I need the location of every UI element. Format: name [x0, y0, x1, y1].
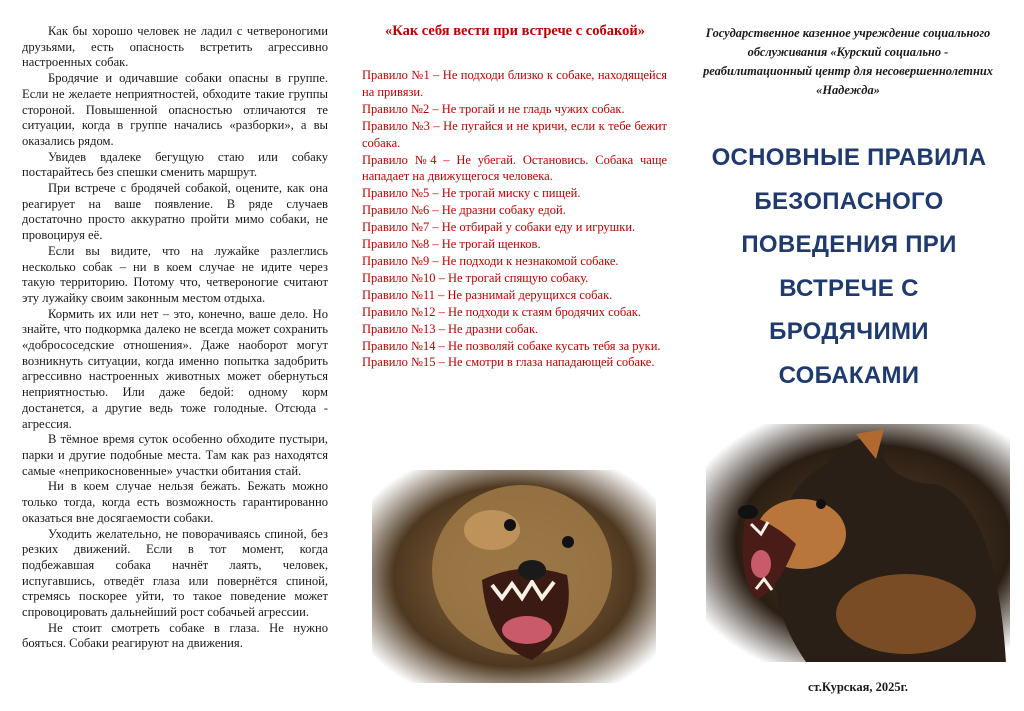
rule-item: Правило №10 – Не трогай спящую собаку. — [362, 270, 589, 285]
rules-list — [362, 67, 667, 371]
rule-item: Правило №12 – Не подходи к стаям бродячих собак. — [362, 304, 641, 319]
location-date: ст.Курская, 2025г. — [807, 680, 909, 694]
rule-item: Правило №3 – Не пугайся и не кричи, если к тебе бежит собака. — [362, 118, 667, 150]
dog-photo-snarling — [372, 470, 656, 683]
advice-paragraph: Бродячие и одичавшие собаки опасны в группе. Если не желаете неприятностей, обходите такие группы стороной. Повышенной опасностью отличаются те ситуации, когда в группе начались «разборки», а вы оказались рядом. — [22, 71, 328, 148]
advice-text — [22, 24, 328, 652]
dog-illustration — [706, 424, 1010, 662]
advice-paragraph: Если вы видите, что на лужайке разлеглись несколько собак – ни в коем случае не идите через такую территорию. Потому что, четвероногие считают эту лужайку своим законным местом отдыха. — [22, 243, 328, 305]
advice-paragraph: В тёмное время суток особенно обходите пустыри, парки и другие подобные места. Там как раз находятся самые «неприкосновенные» участки обитания стай. — [22, 432, 328, 478]
advice-paragraph: Уходить желательно, не поворачиваясь спиной, без резких движений. Если в тот момент, когда подбежавшая собака начнёт лаять, человек, испугавшись, отведёт глаза или повернётся спиной, стремясь поскорее уйти, то такое поведение может спровоцировать дальнейший рост собачьей агрессии. — [22, 526, 328, 620]
advice-paragraph: При встрече с бродячей собакой, оцените, как она реагирует на ваше появление. В ряде случаев достаточно просто аккуратно пройти мимо собаки, не провоцируя её. — [22, 181, 328, 243]
rule-item: Правило №11 – Не разнимай дерущихся собак. — [362, 287, 613, 302]
rule-item: Правило №8 – Не трогай щенков. — [362, 237, 541, 252]
rules-title: «Как себя вести при встрече с собакой» — [385, 23, 645, 39]
advice-paragraph: Увидев вдалеке бегущую стаю или собаку постарайтесь без спешки сменить маршрут. — [22, 149, 328, 180]
dog-photo-barking — [706, 424, 1010, 662]
left-column — [0, 0, 340, 711]
rule-item: Правило №1 – Не подходи близко к собаке, находящейся на привязи. — [362, 68, 667, 99]
rule-item: Правило №13 – Не дразни собак. — [362, 321, 539, 336]
advice-paragraph: Ни в коем случае нельзя бежать. Бежать можно только тогда, когда есть возможность гарантированно оказаться вне досягаемости собаки. — [22, 479, 328, 525]
advice-paragraph: Кормить их или нет – это, конечно, ваше дело. Но знайте, что подкормка далеко не всегда может сохранить «добрососедские отношения». Даже наоборот могут возникнуть ситуации, когда именно попытка задобрить агрессивно настроенных животных может обернуться неприятностью. Или даже бедой: одному корм достанется, а другие ведь тоже голодные. Отсюда - агрессия. — [22, 306, 328, 431]
rule-item: Правило №4 – Не убегай. Остановись. Собака чаще нападает на движущегося человека. — [362, 152, 667, 184]
organization-name: Государственное казенное учреждение социального обслуживания «Курский социально - реабилитационный центр для несовершеннолетних «Надежда» — [703, 26, 993, 97]
rule-item: Правило №15 – Не смотри в глаза нападающей собаке. — [362, 355, 655, 370]
advice-paragraph: Как бы хорошо человек не ладил с четвероногими друзьями, есть опасность встретить агрессивно настроенных собак. — [22, 24, 328, 70]
rule-item: Правило №9 – Не подходи к незнакомой собаке. — [362, 253, 619, 268]
rule-item: Правило №14 – Не позволяй собаке кусать тебя за руки. — [362, 338, 661, 353]
dog-illustration — [372, 470, 656, 683]
advice-paragraph: Не стоит смотреть собаке в глаза. Не нужно бояться. Собаки реагируют на движения. — [22, 620, 328, 651]
rule-item: Правило №7 – Не отбирай у собаки еду и игрушки. — [362, 220, 636, 235]
rule-item: Правило №2 – Не трогай и не гладь чужих собак. — [362, 101, 625, 116]
brochure-title: ОСНОВНЫЕ ПРАВИЛА БЕЗОПАСНОГО ПОВЕДЕНИЯ ПРИ ВСТРЕЧЕ С БРОДЯЧИМИ СОБАКАМИ — [711, 144, 987, 389]
rule-item: Правило №6 – Не дразни собаку едой. — [362, 203, 566, 218]
rule-item: Правило №5 – Не трогай миску с пищей. — [362, 186, 581, 201]
